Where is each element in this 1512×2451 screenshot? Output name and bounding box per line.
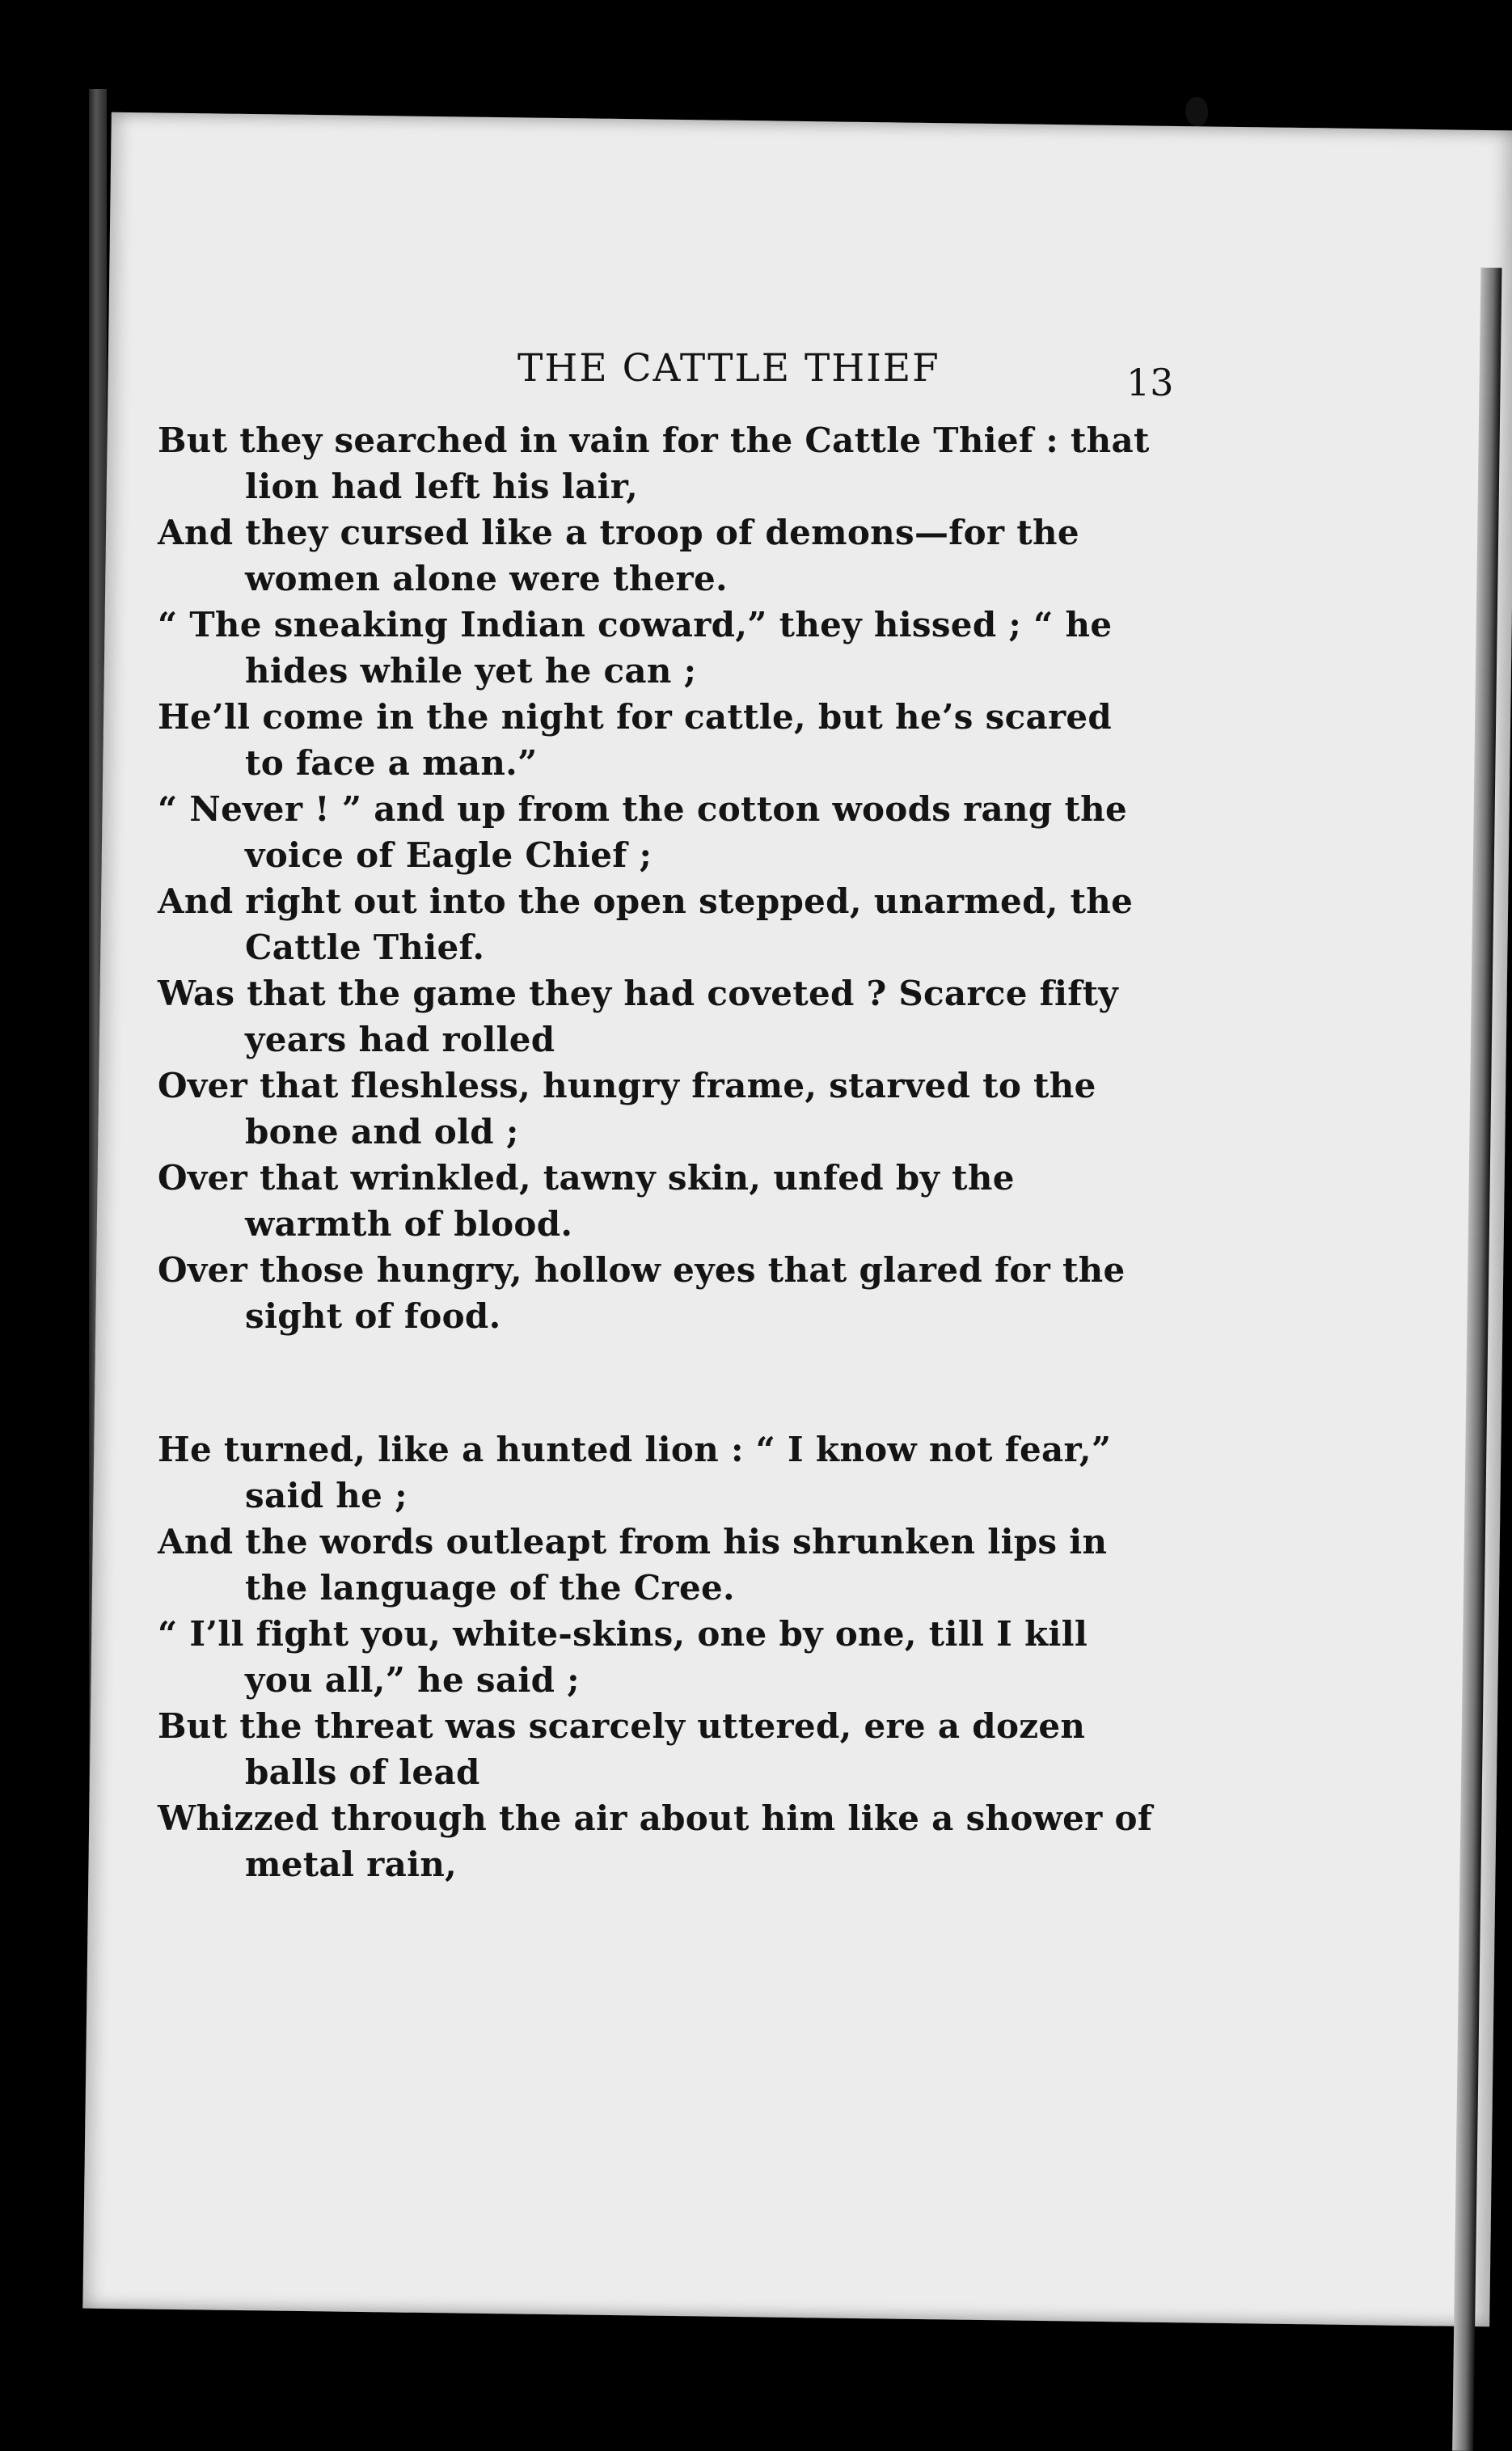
page-content bbox=[158, 217, 1174, 1884]
poem-line: Whizzed through the air about him like a shower of metal rain, bbox=[158, 1798, 1153, 1884]
page-right-edge bbox=[1452, 268, 1501, 2451]
poem-line: And right out into the open stepped, unarmed, the Cattle Thief. bbox=[158, 881, 1134, 967]
running-head-title: THE CATTLE THIEF bbox=[517, 346, 940, 391]
poem-line: Over those hungry, hollow eyes that glared for the sight of food. bbox=[158, 1250, 1126, 1336]
poem-line: And the words outleapt from his shrunken lips in the language of the Cree. bbox=[158, 1522, 1108, 1608]
poem-line: He turned, like a hunted lion : “ I know not fear,” said he ; bbox=[158, 1430, 1112, 1515]
poem-line: “ I’ll fight you, white-skins, one by one, till I kill you all,” he said ; bbox=[158, 1614, 1088, 1700]
poem-line: Over that wrinkled, tawny skin, unfed by the warmth of blood. bbox=[158, 1158, 1015, 1244]
stanza-2 bbox=[158, 1426, 1160, 1887]
poem-line: But the threat was scarcely uttered, ere a dozen balls of lead bbox=[158, 1706, 1086, 1792]
poem-line: But they searched in vain for the Cattle Thief : that lion had left his lair, bbox=[158, 420, 1150, 506]
ink-blot bbox=[1185, 97, 1208, 126]
poem-line: “ The sneaking Indian coward,” they hissed ; “ he hides while yet he can ; bbox=[158, 605, 1113, 691]
poem-line: Over that fleshless, hungry frame, starved to the bone and old ; bbox=[158, 1066, 1096, 1152]
stanza-1 bbox=[158, 417, 1160, 1339]
poem-line: And they cursed like a troop of demons—for the women alone were there. bbox=[158, 513, 1079, 598]
poem-line: Was that the game they had coveted ? Scarce fifty years had rolled bbox=[158, 974, 1119, 1059]
page-number: 13 bbox=[1126, 361, 1174, 404]
poem-line: “ Never ! ” and up from the cotton woods rang the voice of Eagle Chief ; bbox=[158, 789, 1128, 875]
running-head bbox=[158, 217, 1174, 404]
poem-line: He’ll come in the night for cattle, but he’s scared to face a man.” bbox=[158, 697, 1113, 783]
